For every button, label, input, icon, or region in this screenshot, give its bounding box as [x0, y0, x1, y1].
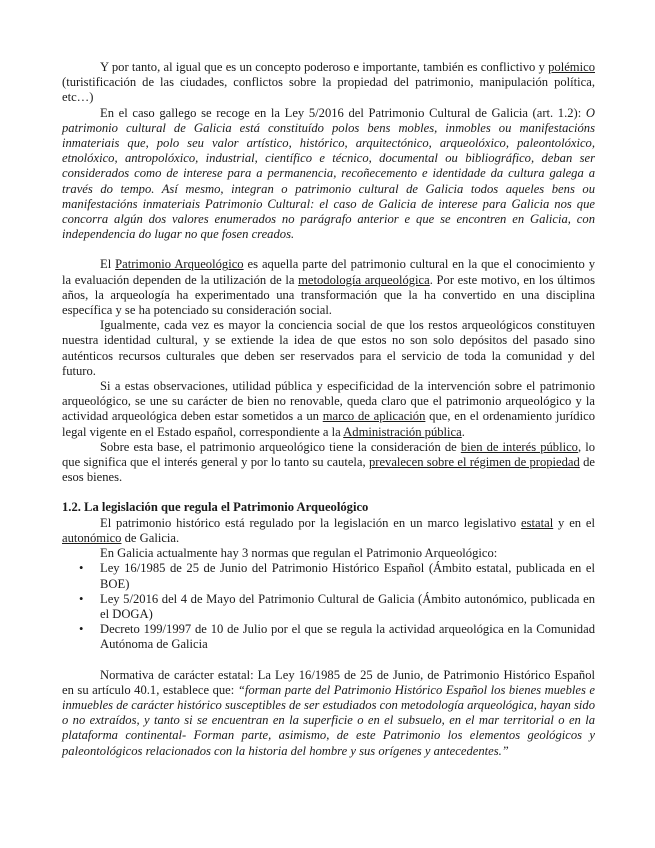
- text: Si a estas observaciones, utilidad pública y especificidad de la intervención sobre el patrimonio arqueológico, se une su carácter de bien no renovable, queda claro que el patrimonio arqueológico y la actividad arqueológica deben estar sometidos a un: [62, 379, 595, 424]
- law-quote: “forman parte del Patrimonio Histórico Español los bienes muebles e inmuebles de carácter histórico susceptibles de ser estudiados con metodología arqueológica, hayan sido o no extraídos, y tanto si se encuentran en la superficie o en el subsuelo, en el mar territorial o en la plataforma continental- Forman parte, asimismo, de este Patrimonio los elementos geológicos y paleontológicos relacionados con la historia del hombre y sus orígenes y antecedentes.”: [62, 682, 595, 758]
- text: que, en el ordenamiento jurídico legal vigente en el Estado español, correspondiente a la: [62, 409, 595, 439]
- spacer: [62, 653, 595, 668]
- underlined-term: marco de aplicación: [322, 409, 426, 424]
- underlined-term: Patrimonio Arqueológico: [115, 257, 244, 272]
- bullet: •: [79, 622, 84, 637]
- underlined-term: polémico: [548, 60, 595, 74]
- text: Sobre esta base, el patrimonio arqueológico tiene la consideración de: [100, 439, 461, 454]
- list-item: [62, 622, 595, 652]
- paragraph-public-interest: [62, 440, 595, 486]
- list-item-text: Decreto 199/1997 de 10 de Julio por el que se regula la actividad arqueológica en la Comunidad Autónoma de Galicia: [100, 622, 595, 652]
- underlined-term: metodología arqueológica: [298, 272, 430, 287]
- bullet: •: [79, 561, 84, 576]
- text: (turistificación de las ciudades, conflictos sobre la propiedad del patrimonio, manipulación política, etc…): [62, 75, 595, 105]
- text: , lo que significa que el interés general y por lo tanto su cautela,: [62, 439, 596, 470]
- law-quote: O patrimonio cultural de Galicia está constituído polos bens mobles, inmobles ou manifestacións inmateriais que, polo seu valor artístico, histórico, arquitectónico, arqueolóxico, paleontolóxico, etnolóxico, antropolóxico, industrial, científico e técnico, documental ou bibliográfico, deban ser considerados como de interese para a permanencia, recoñecemento e identidade da cultura galega a través do tempo. Así mesmo, integran o patrimonio cultural de Galicia todos aqueles bens ou manifestacións inmateriais Patrimonio Cultural: el caso de Galicia de interese para Galicia nos que concorra algún dos valores enumerados no parágrafo anterior e que se encontren en Galicia, con independencia do lugar no que fosen creados.: [62, 105, 595, 242]
- law-list: [62, 561, 595, 652]
- paragraph-legislative-frame: [62, 516, 595, 546]
- text: y en el: [553, 515, 595, 530]
- underlined-term: estatal: [521, 515, 554, 530]
- section-heading: 1.2. La legislación que regula el Patrimonio Arqueológico: [62, 500, 369, 515]
- paragraph-conflict: [62, 60, 595, 106]
- list-item: [62, 592, 595, 622]
- paragraph-three-norms: En Galicia actualmente hay 3 normas que regulan el Patrimonio Arqueológico:: [100, 546, 498, 561]
- text: . Por este motivo, en los últimos años, la arqueología ha experimentado una transformación que la ha convertido en una disciplina específica y se ha potenciado su consideración social.: [62, 272, 596, 318]
- bullet: •: [79, 591, 84, 606]
- text: Y por tanto, al igual que es un concepto poderoso e importante, también es conflictivo y: [100, 60, 549, 74]
- spacer: [62, 485, 595, 500]
- paragraph-framework: [62, 379, 595, 440]
- underlined-term: autonómico: [62, 530, 122, 545]
- paragraph-state-regulation: [62, 668, 595, 759]
- underlined-term: prevalecen sobre el régimen de propiedad: [368, 455, 580, 470]
- list-item-text: Ley 5/2016 del 4 de Mayo del Patrimonio Cultural de Galicia (Ámbito autonómico, publicada en el DOGA): [100, 591, 595, 621]
- paragraph-galicia-law: [62, 106, 595, 243]
- text: En el caso gallego se recoge en la Ley 5/2016 del Patrimonio Cultural de Galicia (art. 1.2):: [100, 105, 586, 120]
- text: Normativa de carácter estatal: La Ley 16/1985 de 25 de Junio, de Patrimonio Histórico Español en su artículo 40.1, establece que:: [62, 667, 595, 697]
- text: El: [100, 257, 116, 272]
- text: de esos bienes.: [62, 455, 595, 485]
- underlined-term: bien de interés público: [460, 439, 578, 454]
- text: .: [461, 424, 465, 439]
- text: El patrimonio histórico está regulado por la legislación en un marco legislativo: [100, 515, 522, 530]
- text: es aquella parte del patrimonio cultural en la que el conocimiento y la evaluación dependen de la utilización de la: [62, 257, 596, 287]
- list-item-text: Ley 16/1985 de 25 de Junio del Patrimonio Histórico Español (Ámbito estatal, publicada en el BOE): [100, 561, 595, 591]
- text: de Galicia.: [121, 530, 180, 545]
- underlined-term: Administración pública: [343, 424, 462, 439]
- list-item: [62, 561, 595, 591]
- spacer: [62, 242, 595, 257]
- paragraph-archaeological-heritage: [62, 257, 595, 318]
- paragraph-social-awareness: Igualmente, cada vez es mayor la conciencia social de que los restos arqueológicos constituyen nuestra identidad cultural, y se extiende la idea de que estos no son solo depósitos del pasado sino auténticos recursos culturales que deben ser reservados para el servicio de toda la comunidad y del futuro.: [62, 318, 595, 378]
- document-page: [62, 60, 595, 759]
